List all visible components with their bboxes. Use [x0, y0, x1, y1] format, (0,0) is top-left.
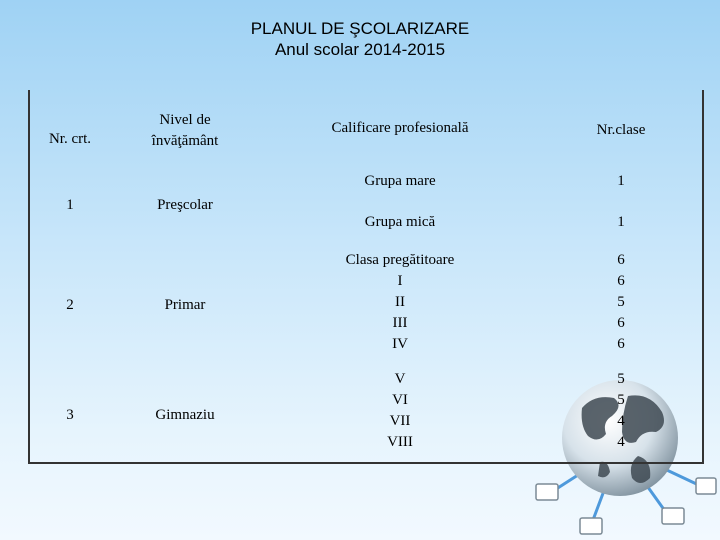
row-2-calificari — [260, 248, 540, 356]
row-3-calificare-2: VI — [392, 392, 408, 408]
row-2-clase-5: 6 — [617, 335, 625, 352]
page-subtitle: Anul scolar 2014-2015 — [274, 40, 446, 59]
header-nr-clase — [540, 110, 702, 150]
row-1-clase-2-label: 1 — [617, 213, 625, 230]
header-nr-crt — [30, 110, 110, 168]
header-calificare — [260, 108, 540, 148]
page-title: PLANUL DE ŞCOLARIZARE — [250, 19, 470, 38]
row-2-clase-4: 6 — [617, 314, 625, 331]
row-2-clase-3: 5 — [617, 293, 625, 310]
row-3-nivel-label: Gimnaziu — [155, 406, 215, 423]
row-1-calificare-1 — [260, 170, 540, 192]
row-2-clase-2: 6 — [617, 272, 625, 289]
row-3-calificari — [260, 368, 540, 454]
row-3-clase-1: 5 — [617, 371, 625, 387]
row-1-nr — [30, 190, 110, 220]
row-1-nr-label: 1 — [66, 196, 74, 213]
page-header — [0, 18, 720, 60]
row-2-calificare-4: III — [392, 314, 408, 331]
header-nivel-line2: învăţământ — [151, 133, 219, 149]
row-2-calificare-1: Clasa pregătitoare — [345, 251, 455, 268]
row-3-nivel — [110, 400, 260, 430]
row-2-nivel — [110, 290, 260, 320]
row-1-calificare-2-label: Grupa mică — [364, 213, 436, 230]
header-nr-clase-label: Nr.clase — [596, 121, 646, 138]
row-1-calificare-1-label: Grupa mare — [364, 172, 436, 189]
row-2-clase — [540, 248, 702, 356]
row-2-nr — [30, 290, 110, 320]
row-2-nivel-label: Primar — [164, 296, 206, 313]
row-1-nivel — [110, 190, 260, 220]
row-3-clase-3: 4 — [617, 413, 625, 429]
row-1-nivel-label: Preşcolar — [157, 196, 213, 213]
header-nivel — [110, 106, 260, 156]
row-2-calificare-2: I — [397, 272, 403, 289]
row-2-clase-1: 6 — [617, 251, 625, 268]
row-3-clase-2: 5 — [617, 392, 625, 408]
header-nivel-line1: Nivel de — [159, 112, 211, 128]
row-3-nr-label: 3 — [66, 406, 74, 423]
header-calificare-label: Calificare profesională — [331, 119, 469, 136]
schooling-plan-table — [28, 90, 704, 464]
row-3-clase — [540, 368, 702, 454]
row-1-clase-1-label: 1 — [617, 172, 625, 189]
row-3-calificare-4: VIII — [387, 434, 413, 450]
row-3-nr — [30, 400, 110, 430]
row-2-calificare-3: II — [395, 293, 405, 310]
row-2-nr-label: 2 — [66, 296, 74, 313]
row-3-calificare-3: VII — [389, 413, 411, 429]
row-1-clase-1 — [540, 170, 702, 192]
header-nr-crt-label: Nr. crt. — [48, 130, 92, 147]
row-3-calificare-1: V — [394, 371, 406, 387]
row-1-calificare-2 — [260, 211, 540, 233]
row-2-calificare-5: IV — [392, 335, 408, 352]
row-3-clase-4: 4 — [617, 434, 625, 450]
row-1-clase-2 — [540, 211, 702, 233]
